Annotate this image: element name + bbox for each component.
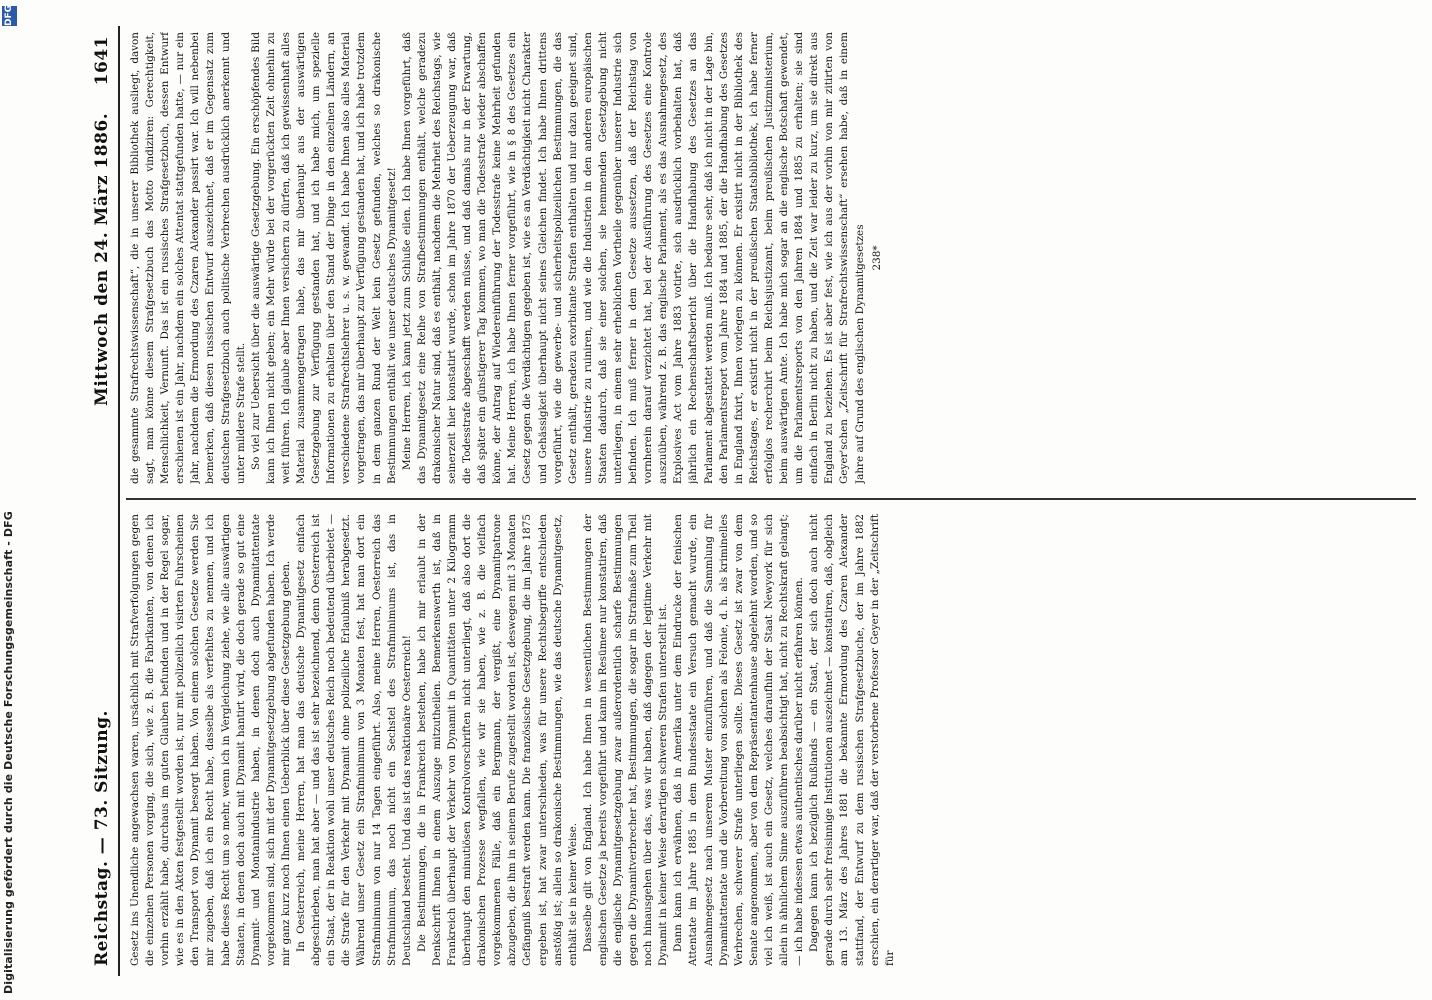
paragraph: In Oesterreich, meine Herren, hat man das deutsche Dynamitgesetz einfach abgeschrieben, man hat aber — und das ist sehr bezeichnend, denn Oesterreich ist ein Staat, der in Reaktion wohl unser deutsches Reich noch bedeutend überbietet — die Strafe für den Verkehr mit Dynamit ohne polizeiliche Erlaubniß herabgesetzt. Während unser Gesetz ein Strafminimum von 3 Monaten fest, hat man dort ein Strafminimum von nur 14 Tagen eingeführt. Also, meine Herren, Oesterreich das Strafminimum, das noch nicht ein Sechstel des Strafminimums ist, das in Deutschland besteht. Und das ist das reaktionäre Oesterreich! — [295, 514, 413, 966]
signature-mark: 238* — [870, 245, 883, 271]
paragraph: die gesammte Strafrechtswissenschaft“, die in unserer Bibliothek ausliegt, davon sagt, man könne diesem Strafgesetzbuch das Motto vindiziren: Gerechtigkeit, Menschlichkeit, Vernunft. Das ist ein russisches Strafgesetzbuch, dessen Entwurf erschienen ist ein Jahr, nachdem ein solches Attentat stattgefunden hatte, — nur ein Jahr, nachdem die Ermordung des Czaren Alexander passirt war. Ich will nebenbei bemerken, daß diesen russischen Entwurf auszeichnet, daß er im Gegensatz zum deutschen Strafgesetzbuch auch politische Verbrechen ausdrücklich anerkennt und unter mildere Strafe stellt. — [129, 32, 247, 484]
column-rule — [126, 498, 1416, 500]
paragraph: Dagegen kann ich bezüglich Rußlands — ein Staat, der sich doch auch nicht gerade durch sehr freisinnige Institutionen auszeichnet — konstatiren, daß, obgleich am 13. März des Jahres 1881 die bekannte Ermordung des Czaren Alexander stattfand, der Entwurf zu dem russischen Strafgesetzbuche, der im Jahre 1882 erschien, ein derartiger war, daß der verstorbene Professor Geyer in der „Zeitschrift für — [808, 514, 896, 966]
digitization-footer — [0, 0, 22, 1000]
paragraph: Die Bestimmungen, die in Frankreich bestehen, habe ich mir erlaubt in der Denkschrift Ihnen in einem Auszuge mitzutheilen. Bemerkenswerth ist, daß in Frankreich überhaupt der Verkehr von Dynamit in Quantitäten unter 2 Kilogramm überhaupt den minutiösen Kontrolvorschriften nicht unterliegt, daß also dort die drakonischen Prozesse wegfallen, wie wir sie haben, wie z. B. die vielfach vorgekommenen Fälle, daß ein Bergmann, der vergißt, eine Dynamitpatrone abzugeben, die ihm in seinem Berufe zugestellt worden ist, deswegen mit 3 Monaten Gefängniß bestraft werden kann. Die französische Gesetzgebung, die im Jahre 1875 ergeben ist, hat zwar unterschieden, was für unsere Rechtsbegriffe entschieden anstößig ist; allein so drakonische Bestimmungen, wie das deutsche Dynamitgesetz, enthält sie in keiner Weise. — [415, 514, 579, 966]
paragraph: Gesetz ins Unendliche angewachsen waren, ursächlich mit Strafverfolgungen gegen die einzelnen Personen vorging, die sich, wie z. B. die Fabrikanten, von denen ich vorhin erzählt habe, durchaus im guten Glauben befunden und in der Regel sogar, wie es in den Akten festgestellt worden ist, nur mit polizeilich visirten Fuhrscheinen den Transport von Dynamit besorgt haben. Von einem solchen Gesetze werden Sie mir zugeben, daß ich ein Recht habe, dasselbe als verfehltes zu nennen, und ich habe dieses Recht um so mehr, wenn ich in Vergleichung ziehe, wie alle auswärtigen Staaten, in denen doch auch mit Dynamit hantirt wird, die doch gerade so gut eine Dynamit- und Montanindustrie haben, in denen doch auch Dynamitattentate vorgekommen sind, sich mit der Dynamitgesetzgebung abgefunden haben. Ich werde mir ganz kurz noch Ihnen einen Ueberblick über diese Gesetzgebung geben. — [129, 514, 292, 966]
header-page-number: 1641 — [92, 36, 112, 86]
text-column-left — [128, 514, 1418, 966]
header-session: Reichstag. — 73. Sitzung. — [92, 710, 112, 966]
header-date: Mittwoch den 24. März 1886. — [92, 112, 112, 406]
paragraph: Dasselbe gilt von England. Ich habe Ihnen in wesentlichen Bestimmungen der englischen Gesetze ja bereits vorgeführt und kann im Resümee nur konstatiren, daß die englische Dynamitgesetzgebung zwar außerordentlich scharfe Bestimmungen gegen die Dynamitverbrecher hat, Bestimmungen, die sogar im Strafmaße zum Theil noch hinausgehen über das, was wir haben, daß dagegen der legitime Verkehr mit Dynamit in keiner Weise derartigen schweren Strafen unterstellt ist. — [581, 514, 670, 966]
header-rule — [118, 26, 120, 976]
paragraph: So viel zur Uebersicht über die auswärtige Gesetzgebung. Ein erschöpfendes Bild kann ich Ihnen nicht geben; ein Mehr würde bei der vorgerückten Zeit ohnehin zu weit führen. Ich glaube aber Ihnen versichern zu dürfen, daß ich gewissenhaft alles Material zusammengetragen habe, das mir überhaupt aus der auswärtigen Gesetzgebung zur Verfügung gestanden hat, und ich habe mich, um spezielle Informationen zu erhalten über den Stand der Dinge in den einzelnen Ländern, an verschiedene Strafrechtslehrer u. s. w. gewandt. Ich habe Ihnen also alles Material vorgetragen, das mir überhaupt zur Verfügung gestanden hat, und ich habe trotzdem in dem ganzen Rund der Welt kein Gesetz gefunden, welches so drakonische Bestimmungen enthält wie unser deutsches Dynamitgesetz! — [249, 32, 398, 484]
paragraph: Meine Herren, ich kann jetzt zum Schluße eilen. Ich habe Ihnen vorgeführt, daß das Dynamitgesetz eine Reihe von Strafbestimmungen enthält, welche geradezu drakonischer Natur sind, daß es enthält, nachdem die Mehrheit des Reichstags, wie seinerzeit hier konstatirt wurde, schon im Jahre 1870 der Ueberzeugung war, daß die Todesstrafe abgeschafft werden müsse, und daß damals nur in der Erwartung, daß später ein günstigerer Tag kommen, wo man die Todesstrafe wieder abschaffen könne, der Antrag auf Wiedereinführung der Todesstrafe keine Mehrheit gefunden hat. Meine Herren, ich habe Ihnen ferner vorgeführt, wie in § 8 des Gesetzes ein Gesetz gegen die Verdächtigen gegeben ist, wie es an Verdächtigkeit nicht Charakter und Gehässigkeit überhaupt nicht seines Gleichen findet. Ich habe Ihnen drittens vorgeführt, wie die gewerbe- und sicherheitspolizeilichen Bestimmungen, die das Gesetz enthält, geradezu exorbitante Strafen enthalten und nur dazu geeignet sind, unsere Industrie zu ruiniren, und wie die Industrien in den anderen europäischen Staaten dadurch, daß sie einer solchen, sie hemmenden Gesetzgebung nicht unterliegen, in einem sehr erheblichen Vortheile gegenüber unserer Industrie sich befinden. Ich muß ferner in dem Gesetze aussetzen, daß der Reichstag von vornherein darauf verzichtet hat, bei der Ausführung des Gesetzes eine Kontrole auszuüben, während z. B. das englische Parlament, als es das Ausnahmegesetz, des Explosives Act vom Jahre 1883 votirte, sich ausdrücklich vorbehalten hat, daß jährlich ein Rechenschaftsbericht über die Handhabung des Gesetzes an das Parlament abgestattet werden muß. Ich bedaure sehr, daß ich nicht in der Lage bin, den Parlamentsreport vom Jahre 1884 und 1885, der die Handhabung des Gesetzes in England fixirt, Ihnen vorlegen zu können. Er existirt nicht in der Bibliothek des Reichstages, er existirt nicht in der preußischen Staatsbibliothek, ich habe ferner erfolglos recherchirt beim Reichsjustizamt, beim preußischen Justizministerium, beim auswärtigen Amte. Ich habe mich sogar an die englische Botschaft gewendet, um die Parlamentsreports von den Jahren 1884 und 1885 zu erhalten; sie sind einfach in Berlin nicht zu haben, und die Zeit war leider zu kurz, um sie direkt aus England zu beziehen. Es ist aber fest, wie ich aus der vorhin von mir zitirten von Geyer'schen „Zeitschrift für Strafrechtswissenschaft“ ersehen habe, daß in einem Jahre auf Grund des englischen Dynamitgesetzes — [400, 32, 866, 484]
text-column-right — [128, 32, 1418, 484]
digitization-note: Digitalisierung gefördert durch die Deutsche Forschungsgemeinschaft - DFG — [2, 511, 15, 994]
dfg-logo-icon: DFG — [2, 6, 17, 26]
running-header — [88, 36, 118, 966]
paragraph: Dann kann ich erwähnen, daß in Amerika unter dem Eindrucke der fenischen Attentate im Jahre 1885 in dem Bundesstaate ein Versuch gemacht wurde, ein Ausnahmegesetz nach unserem Muster einzuführen, und daß die Sammlung für Dynamitattentate und die Vorbereitung von solchen als Felonie, d. h. als kriminelles Verbrechen, schwerer Strafe unterliegen sollte. Dieses Gesetz ist zwar von dem Senate angenommen, aber von dem Repräsentantenhause abgelehnt worden, und so viel ich weiß, ist auch ein Gesetz, welches daraufhin der Staat Newyork für sich allein in ähnlichem Sinne auszuführen beabsichtigt hat, nicht zu Rechtskraft gelangt; — ich habe indessen etwas authentisches darüber nicht erfahren können. — [672, 514, 806, 966]
